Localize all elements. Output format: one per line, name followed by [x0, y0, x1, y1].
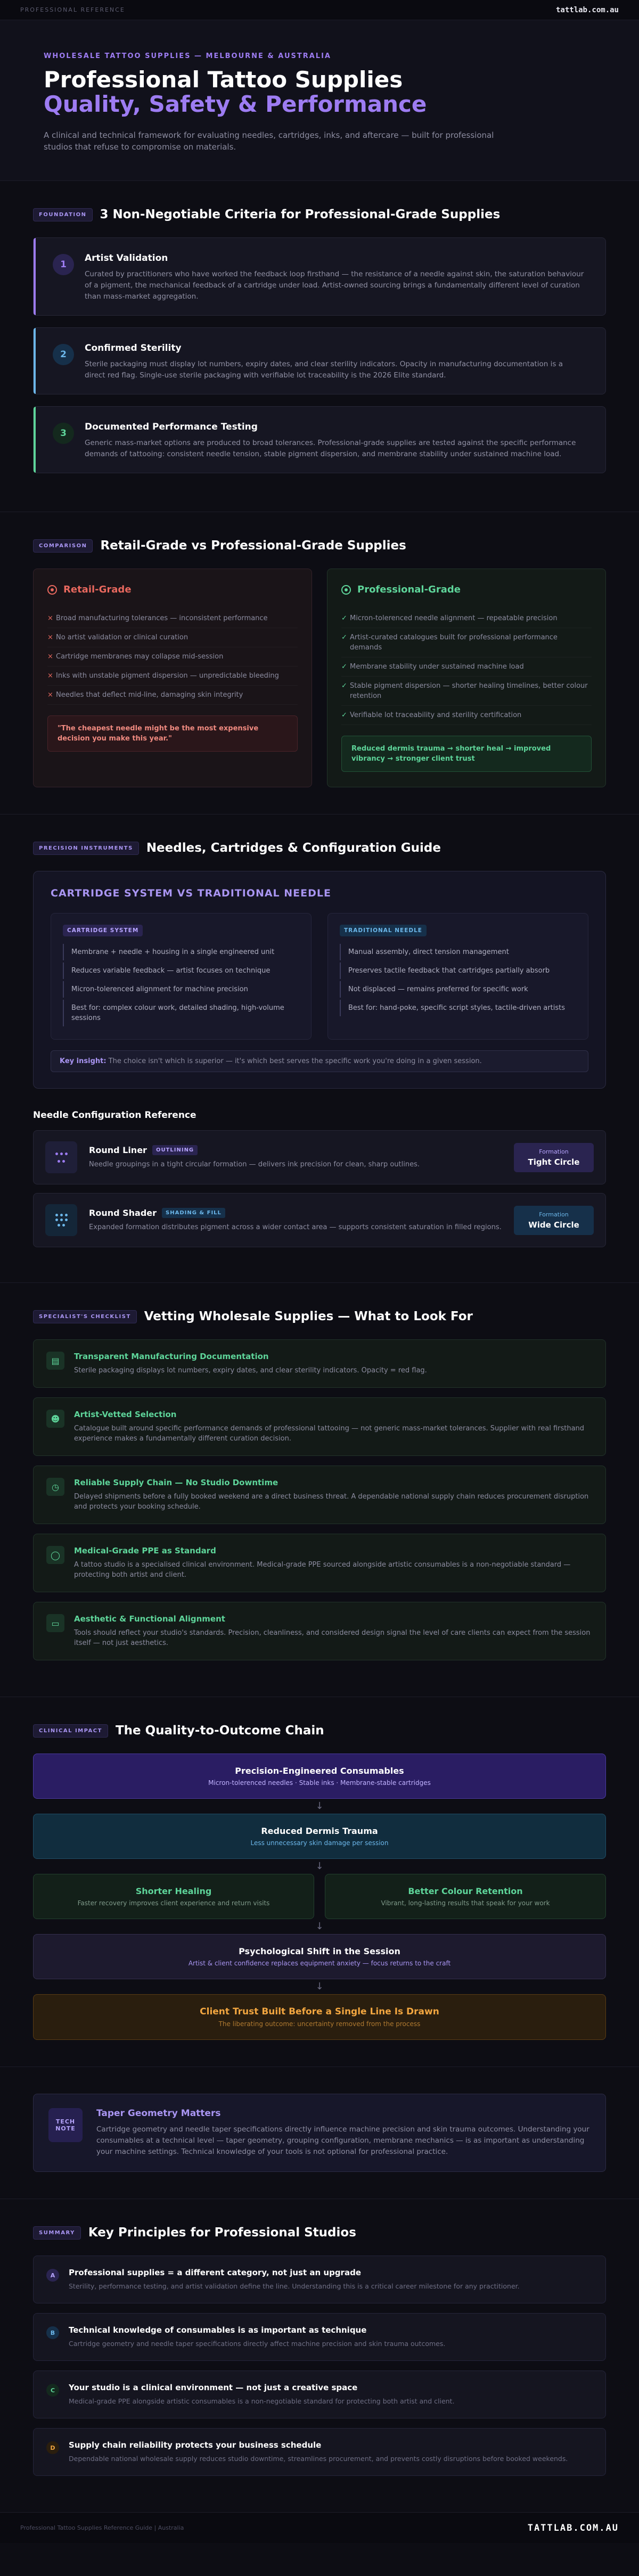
principle-letter: B: [46, 2326, 59, 2339]
principle-letter: C: [46, 2384, 59, 2397]
list-item: Best for: hand-poke, specific script styles, tactile-driven artists: [340, 1000, 576, 1016]
impact-section: [0, 1697, 639, 2067]
flow-step: Psychological Shift in the Session Artist & client confidence replaces equipment anxiety — focus returns to the craft: [33, 1934, 606, 1979]
key-insight: Key insight: The choice isn't which is superior — it's which best serves the specific work you're doing in a given session.: [51, 1050, 588, 1072]
checklist-item: ▭ Aesthetic & Functional Alignment Tools should reflect your studio's standards. Precision, cleanliness, and considered design signal the level of care clients can expect from the session itself — not just aesthetics.: [33, 1602, 606, 1660]
principle-card: A Professional supplies = a different category, not just an upgrade Sterility, performance testing, and artist validation define the line. Understanding this is a critical career milestone for any practitioner.: [33, 2256, 606, 2303]
document-icon: ▤: [46, 1352, 64, 1370]
list-item: Not displaced — remains preferred for specific work: [340, 981, 576, 998]
list-item: × Needles that deflect mid-line, damaging skin integrity: [47, 686, 298, 705]
list-item: ✓ Micron-tolerenced needle alignment — repeatable precision: [341, 609, 592, 628]
list-item: × No artist validation or clinical curation: [47, 628, 298, 647]
flow-step: Precision-Engineered Consumables Micron-tolerenced needles · Stable inks · Membrane-stable cartridges: [33, 1754, 606, 1799]
criterion-number: 2: [53, 344, 74, 365]
hero-title-accent: Quality, Safety & Performance: [44, 91, 427, 117]
pro-result: Reduced dermis trauma → shorter heal → improved vibrancy → stronger client trust: [341, 736, 592, 772]
section-tag: FOUNDATION: [33, 208, 93, 221]
principle-card: D Supply chain reliability protects your business schedule Dependable national wholesale supply reduces studio downtime, streamlines procurement, and prevents costly disruptions before booked weekends.: [33, 2428, 606, 2476]
list-item: Best for: complex colour work, detailed shading, high-volume sessions: [63, 1000, 299, 1026]
list-item: ✓ Artist-curated catalogues built for professional performance demands: [341, 628, 592, 657]
round-shader-icon: [45, 1204, 77, 1236]
criterion-title: Documented Performance Testing: [85, 422, 258, 432]
summary-section: [0, 2199, 639, 2512]
traditional-chip: TRADITIONAL NEEDLE: [340, 925, 427, 936]
retail-quote: "The cheapest needle might be the most expensive decision you make this year.": [47, 715, 298, 752]
footer-site-link[interactable]: TATTLAB.COM.AU: [527, 2522, 619, 2533]
footer-caption: Professional Tattoo Supplies Reference Guide | Australia: [20, 2524, 184, 2531]
section-tag: SPECIALIST'S CHECKLIST: [33, 1310, 137, 1323]
section-title: Vetting Wholesale Supplies — What to Look For: [144, 1310, 473, 1323]
outcome-flow: [33, 1754, 606, 2040]
arrow-down-icon: ↓: [315, 1921, 324, 1932]
round-liner-icon: [45, 1141, 77, 1173]
list-item: ✓ Stable pigment dispersion — shorter healing timelines, better colour retention: [341, 677, 592, 706]
checklist-section: [0, 1283, 639, 1697]
traditional-needle-card: [327, 913, 588, 1040]
criterion-text: Generic mass-market options are produced to broad tolerances. Professional-grade supplies are tested against the specific performance demands of tattooing: consistent needle tension, stable pigment dispersion, and membrane stability under sustained machine load.: [85, 439, 576, 458]
section-tag: COMPARISON: [33, 539, 93, 553]
checklist-item: ☻ Artist-Vetted Selection Catalogue built around specific performance demands of professional tattooing — not generic mass-market tolerances. Supplier with real firsthand experience makes a fundamentally different curation decision.: [33, 1397, 606, 1456]
hero-eyebrow: WHOLESALE TATTOO SUPPLIES — MELBOURNE & AUSTRALIA: [44, 52, 331, 60]
principle-card: C Your studio is a clinical environment — not just a creative space Medical-grade PPE alongside artistic consumables is a non-negotiable standard for protecting both artist and client.: [33, 2371, 606, 2418]
section-tag: CLINICAL IMPACT: [33, 1724, 108, 1738]
flow-step: Reduced Dermis Trauma Less unnecessary skin damage per session: [33, 1814, 606, 1859]
section-title: 3 Non-Negotiable Criteria for Professional-Grade Supplies: [100, 208, 501, 221]
comparison-section: [0, 512, 639, 814]
arrow-down-icon: ↓: [315, 1981, 324, 1992]
criterion-text: Curated by practitioners who have worked the feedback loop firsthand — the resistance of a needle against skin, the saturation behaviour of a pigment, the mechanical feedback of a cartridge under load. Artist-owned sourcing brings a fundamentally different level of curation than mass-market aggregation.: [85, 270, 584, 301]
hero-intro: A clinical and technical framework for evaluating needles, cartridges, inks, and aftercare — built for professional studios that refuse to compromise on materials.: [44, 130, 494, 152]
tech-note-badge: TECH NOTE: [48, 2108, 83, 2142]
config-card: [33, 1193, 606, 1247]
list-item: ✓ Verifiable lot traceability and sterility certification: [341, 706, 592, 725]
list-item: Preserves tactile feedback that cartridges partially absorb: [340, 962, 576, 979]
target-icon: [341, 585, 351, 595]
hero: [0, 20, 639, 181]
list-item: × Broad manufacturing tolerances — inconsistent performance: [47, 609, 298, 628]
config-name: Round Shader: [89, 1208, 157, 1218]
principle-card: B Technical knowledge of consumables is as important as technique Cartridge geometry and needle taper specifications directly affect machine precision and skin trauma outcomes.: [33, 2313, 606, 2361]
list-item: Membrane + needle + housing in a single engineered unit: [63, 944, 299, 960]
config-badge: SHADING & FILL: [162, 1208, 225, 1218]
criterion-title: Confirmed Sterility: [85, 343, 182, 353]
config-badge: OUTLINING: [152, 1145, 198, 1155]
tech-note-title: Taper Geometry Matters: [96, 2108, 221, 2119]
checklist-item: ◷ Reliable Supply Chain — No Studio Downtime Delayed shipments before a fully booked weekend are a direct business threat. A dependable national supply chain reduces procurement disruption and protects your booking schedule.: [33, 1466, 606, 1524]
site-link[interactable]: tattlab.com.au: [555, 5, 619, 14]
section-title: The Quality-to-Outcome Chain: [115, 1724, 324, 1738]
config-title: Needle Configuration Reference: [33, 1110, 196, 1121]
section-tag: SUMMARY: [33, 2226, 81, 2240]
arrow-down-icon: ↓: [315, 1861, 324, 1872]
clock-icon: ◷: [46, 1478, 64, 1496]
instruments-section: [0, 814, 639, 1283]
system-box-title: CARTRIDGE SYSTEM VS TRADITIONAL NEEDLE: [51, 887, 331, 899]
top-bar: [0, 0, 639, 20]
retail-title: Retail-Grade: [63, 584, 132, 595]
principle-letter: D: [46, 2441, 59, 2454]
flow-step: Better Colour Retention Vibrant, long-lasting results that speak for your work: [325, 1874, 606, 1919]
criterion-card: [33, 327, 606, 394]
config-text: Expanded formation distributes pigment across a wider contact area — supports consistent saturation in filled regions.: [89, 1223, 502, 1231]
system-comparison-box: [33, 871, 606, 1089]
tech-note-text: Cartridge geometry and needle taper specifications directly influence machine precision and skin trauma outcomes. Understanding your consumables at a technical level — taper geometry, grouping configuration, membrane mechanics — is as important as understanding your machine settings. Technical knowledge of your tools is not optional for professional practice.: [96, 2125, 589, 2156]
config-name: Round Liner: [89, 1145, 147, 1155]
cartridge-chip: CARTRIDGE SYSTEM: [63, 925, 143, 936]
list-item: Manual assembly, direct tension management: [340, 944, 576, 960]
retail-grade-card: [33, 569, 312, 787]
top-bar-label: PROFESSIONAL REFERENCE: [20, 6, 125, 13]
criterion-text: Sterile packaging must display lot numbers, expiry dates, and clear sterility indicators. Opacity in manufacturing documentation is a direct red flag. Single-use sterile packaging with verifiable lot traceability is the 2026 Elite standard.: [85, 360, 563, 380]
formation-box: Formation Wide Circle: [514, 1206, 594, 1235]
pro-title: Professional-Grade: [357, 584, 461, 595]
config-card: [33, 1130, 606, 1184]
monitor-icon: ▭: [46, 1614, 64, 1632]
criterion-number: 1: [53, 254, 74, 275]
shield-icon: ◯: [46, 1546, 64, 1564]
list-item: × Inks with unstable pigment dispersion — unpredictable bleeding: [47, 666, 298, 686]
flow-step: Client Trust Built Before a Single Line Is Drawn The liberating outcome: uncertainty removed from the process: [33, 1994, 606, 2040]
section-title: Key Principles for Professional Studios: [88, 2226, 356, 2240]
arrow-down-icon: ↓: [315, 1800, 324, 1812]
target-icon: [47, 585, 57, 595]
tech-note: [33, 2094, 606, 2172]
checklist-item: ◯ Medical-Grade PPE as Standard A tattoo studio is a specialised clinical environment. Medical-grade PPE sourced alongside artistic consumables is a non-negotiable standard — protecting both artist and client.: [33, 1534, 606, 1592]
list-item: × Cartridge membranes may collapse mid-session: [47, 647, 298, 666]
flow-step: Shorter Healing Faster recovery improves client experience and return visits: [33, 1874, 314, 1919]
tech-note-section: [0, 2067, 639, 2199]
list-item: Micron-tolerenced alignment for machine precision: [63, 981, 299, 998]
list-item: Reduces variable feedback — artist focuses on technique: [63, 962, 299, 979]
criterion-number: 3: [53, 423, 74, 444]
criterion-card: [33, 406, 606, 473]
checklist-item: ▤ Transparent Manufacturing Documentation Sterile packaging displays lot numbers, expiry dates, and clear sterility indicators. Opacity = red flag.: [33, 1339, 606, 1388]
professional-grade-card: [327, 569, 606, 787]
list-item: ✓ Membrane stability under sustained machine load: [341, 657, 592, 677]
section-title: Needles, Cartridges & Configuration Guide: [146, 841, 441, 855]
section-title: Retail-Grade vs Professional-Grade Supplies: [100, 539, 406, 553]
users-icon: ☻: [46, 1410, 64, 1428]
criteria-section: [0, 181, 639, 512]
config-text: Needle groupings in a tight circular formation — delivers ink precision for clean, sharp outlines.: [89, 1161, 420, 1168]
criterion-title: Artist Validation: [85, 253, 168, 264]
principle-letter: A: [46, 2269, 59, 2282]
hero-title: Professional Tattoo Supplies: [44, 67, 403, 93]
formation-box: Formation Tight Circle: [514, 1143, 594, 1172]
section-tag: PRECISION INSTRUMENTS: [33, 842, 139, 855]
criterion-card: [33, 237, 606, 316]
footer: [0, 2512, 639, 2543]
cartridge-system-card: [51, 913, 312, 1040]
